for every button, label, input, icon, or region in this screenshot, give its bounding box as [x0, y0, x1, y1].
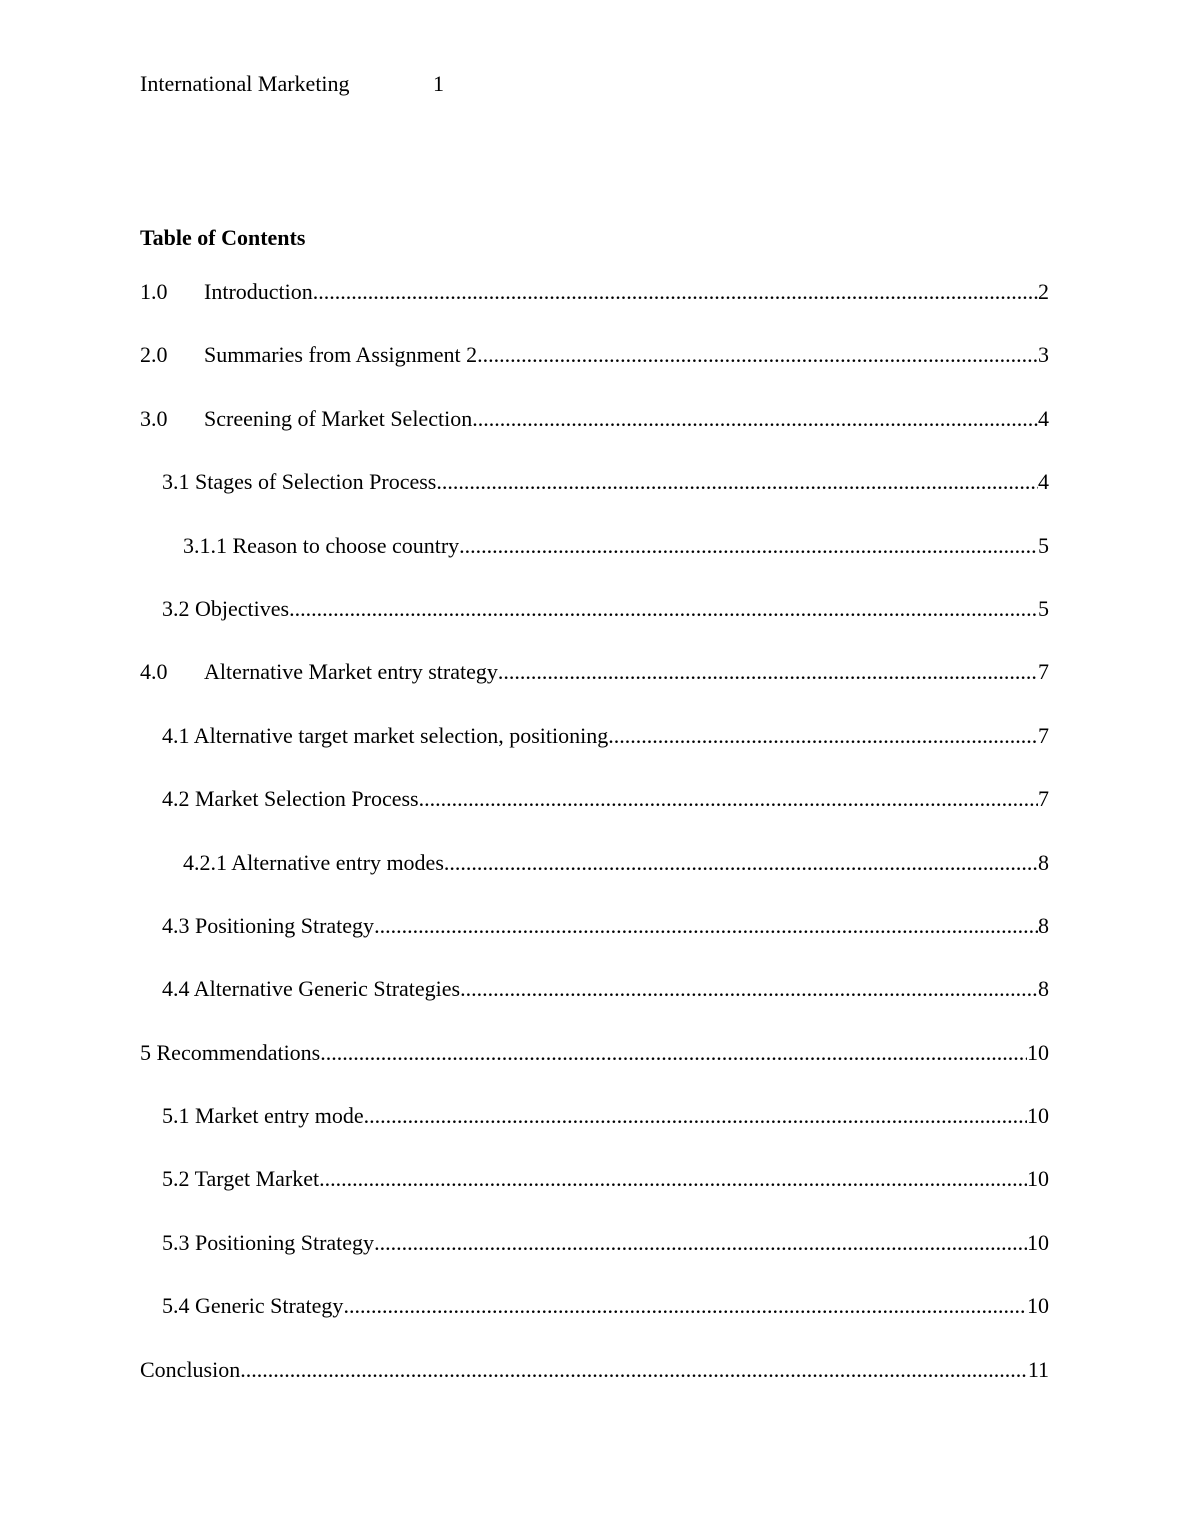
toc-entry-alternative-entry-modes[interactable]	[140, 849, 1049, 912]
toc-entry-page: 11	[1027, 1356, 1049, 1382]
toc-dot-leader	[444, 849, 1038, 877]
toc-entry-text: 5.2 Target Market	[162, 1166, 320, 1192]
toc-entry-text: Conclusion	[140, 1356, 241, 1382]
toc-entry-target-market-selection[interactable]	[140, 722, 1049, 785]
toc-entry-text: 5.1 Market entry mode	[162, 1103, 364, 1129]
page-header	[140, 70, 444, 98]
toc-entry-text: 3.1.1 Reason to choose country	[183, 532, 460, 558]
toc-entry-market-entry-mode[interactable]	[140, 1102, 1049, 1165]
toc-entry-page: 7	[1038, 786, 1049, 812]
toc-entry-text: 4.4 Alternative Generic Strategies	[162, 976, 461, 1002]
toc-entry-text: 5.3 Positioning Strategy	[162, 1229, 375, 1255]
toc-entry-summaries[interactable]	[140, 341, 1049, 404]
toc-entry-page: 10	[1027, 1229, 1049, 1255]
header-page-number: 1	[433, 71, 444, 96]
toc-entry-page: 4	[1038, 469, 1049, 495]
toc-entry-introduction[interactable]	[140, 278, 1049, 341]
toc-entry-page: 7	[1038, 659, 1049, 685]
toc-entry-reason-country[interactable]	[140, 532, 1049, 595]
toc-entry-text: Introduction	[204, 279, 313, 304]
toc-entry-positioning-strategy-4[interactable]	[140, 912, 1049, 975]
toc-entry-number: 3.0	[140, 405, 168, 431]
toc-dot-leader	[313, 278, 1038, 306]
toc-entry-page: 5	[1038, 532, 1049, 558]
toc-dot-leader	[343, 1292, 1027, 1320]
toc-dot-leader	[374, 1229, 1027, 1257]
toc-dot-leader	[364, 1102, 1027, 1130]
toc-entry-page: 8	[1038, 912, 1049, 938]
toc-entry-text: 3.2 Objectives	[162, 595, 290, 621]
toc-dot-leader	[419, 785, 1038, 813]
toc-entry-page: 3	[1038, 342, 1049, 368]
toc-entry-text: 4.1 Alternative target market selection, positioning	[162, 722, 609, 748]
toc-dot-leader	[477, 341, 1038, 369]
toc-entry-page: 10	[1027, 1039, 1049, 1065]
toc-dot-leader	[374, 912, 1038, 940]
toc-entry-text: 4.2.1 Alternative entry modes	[183, 849, 444, 875]
toc-entry-page: 10	[1027, 1166, 1049, 1192]
toc-entry-text: 3.1 Stages of Selection Process	[162, 469, 437, 495]
toc-entry-number: 1.0	[140, 279, 168, 304]
toc-entry-text: Screening of Market Selection	[204, 405, 473, 431]
toc-dot-leader	[460, 975, 1038, 1003]
toc-entry-generic-strategy[interactable]	[140, 1292, 1049, 1355]
toc-entry-page: 10	[1027, 1103, 1049, 1129]
toc-dot-leader	[472, 405, 1038, 433]
toc-entry-page: 10	[1027, 1293, 1049, 1319]
toc-entry-text: 4.2 Market Selection Process	[162, 786, 419, 812]
toc-entry-screening[interactable]	[140, 405, 1049, 468]
toc-entry-alternative-market-entry[interactable]	[140, 658, 1049, 721]
toc-entry-number: 4.0	[140, 659, 168, 685]
toc-title: Table of Contents	[140, 225, 306, 250]
toc-entry-text: 5 Recommendations	[140, 1039, 321, 1065]
toc-entry-generic-strategies[interactable]	[140, 975, 1049, 1038]
toc-entry-recommendations[interactable]	[140, 1039, 1049, 1102]
toc-dot-leader	[498, 658, 1038, 686]
table-of-contents	[140, 278, 1049, 1419]
toc-entry-stages-selection[interactable]	[140, 468, 1049, 531]
toc-dot-leader	[436, 468, 1038, 496]
toc-entry-page: 8	[1038, 849, 1049, 875]
toc-entry-market-selection-process[interactable]	[140, 785, 1049, 848]
toc-dot-leader	[240, 1356, 1028, 1384]
toc-entry-page: 5	[1038, 595, 1049, 621]
toc-entry-target-market[interactable]	[140, 1165, 1049, 1228]
toc-entry-text: 4.3 Positioning Strategy	[162, 912, 375, 938]
toc-entry-text: Summaries from Assignment 2	[204, 342, 478, 368]
toc-entry-text: 5.4 Generic Strategy	[162, 1293, 344, 1319]
toc-entry-page: 7	[1038, 722, 1049, 748]
toc-entry-conclusion[interactable]	[140, 1356, 1049, 1419]
toc-dot-leader	[608, 722, 1038, 750]
toc-dot-leader	[289, 595, 1038, 623]
toc-entry-number: 2.0	[140, 342, 168, 368]
toc-dot-leader	[459, 532, 1038, 560]
header-title: International Marketing	[140, 71, 350, 96]
toc-entry-page: 2	[1038, 279, 1049, 304]
toc-entry-page: 8	[1038, 976, 1049, 1002]
toc-entry-objectives[interactable]	[140, 595, 1049, 658]
toc-dot-leader	[320, 1039, 1027, 1067]
toc-entry-text: Alternative Market entry strategy	[204, 659, 498, 685]
toc-entry-page: 4	[1038, 405, 1049, 431]
toc-dot-leader	[319, 1165, 1027, 1193]
toc-entry-positioning-strategy-5[interactable]	[140, 1229, 1049, 1292]
